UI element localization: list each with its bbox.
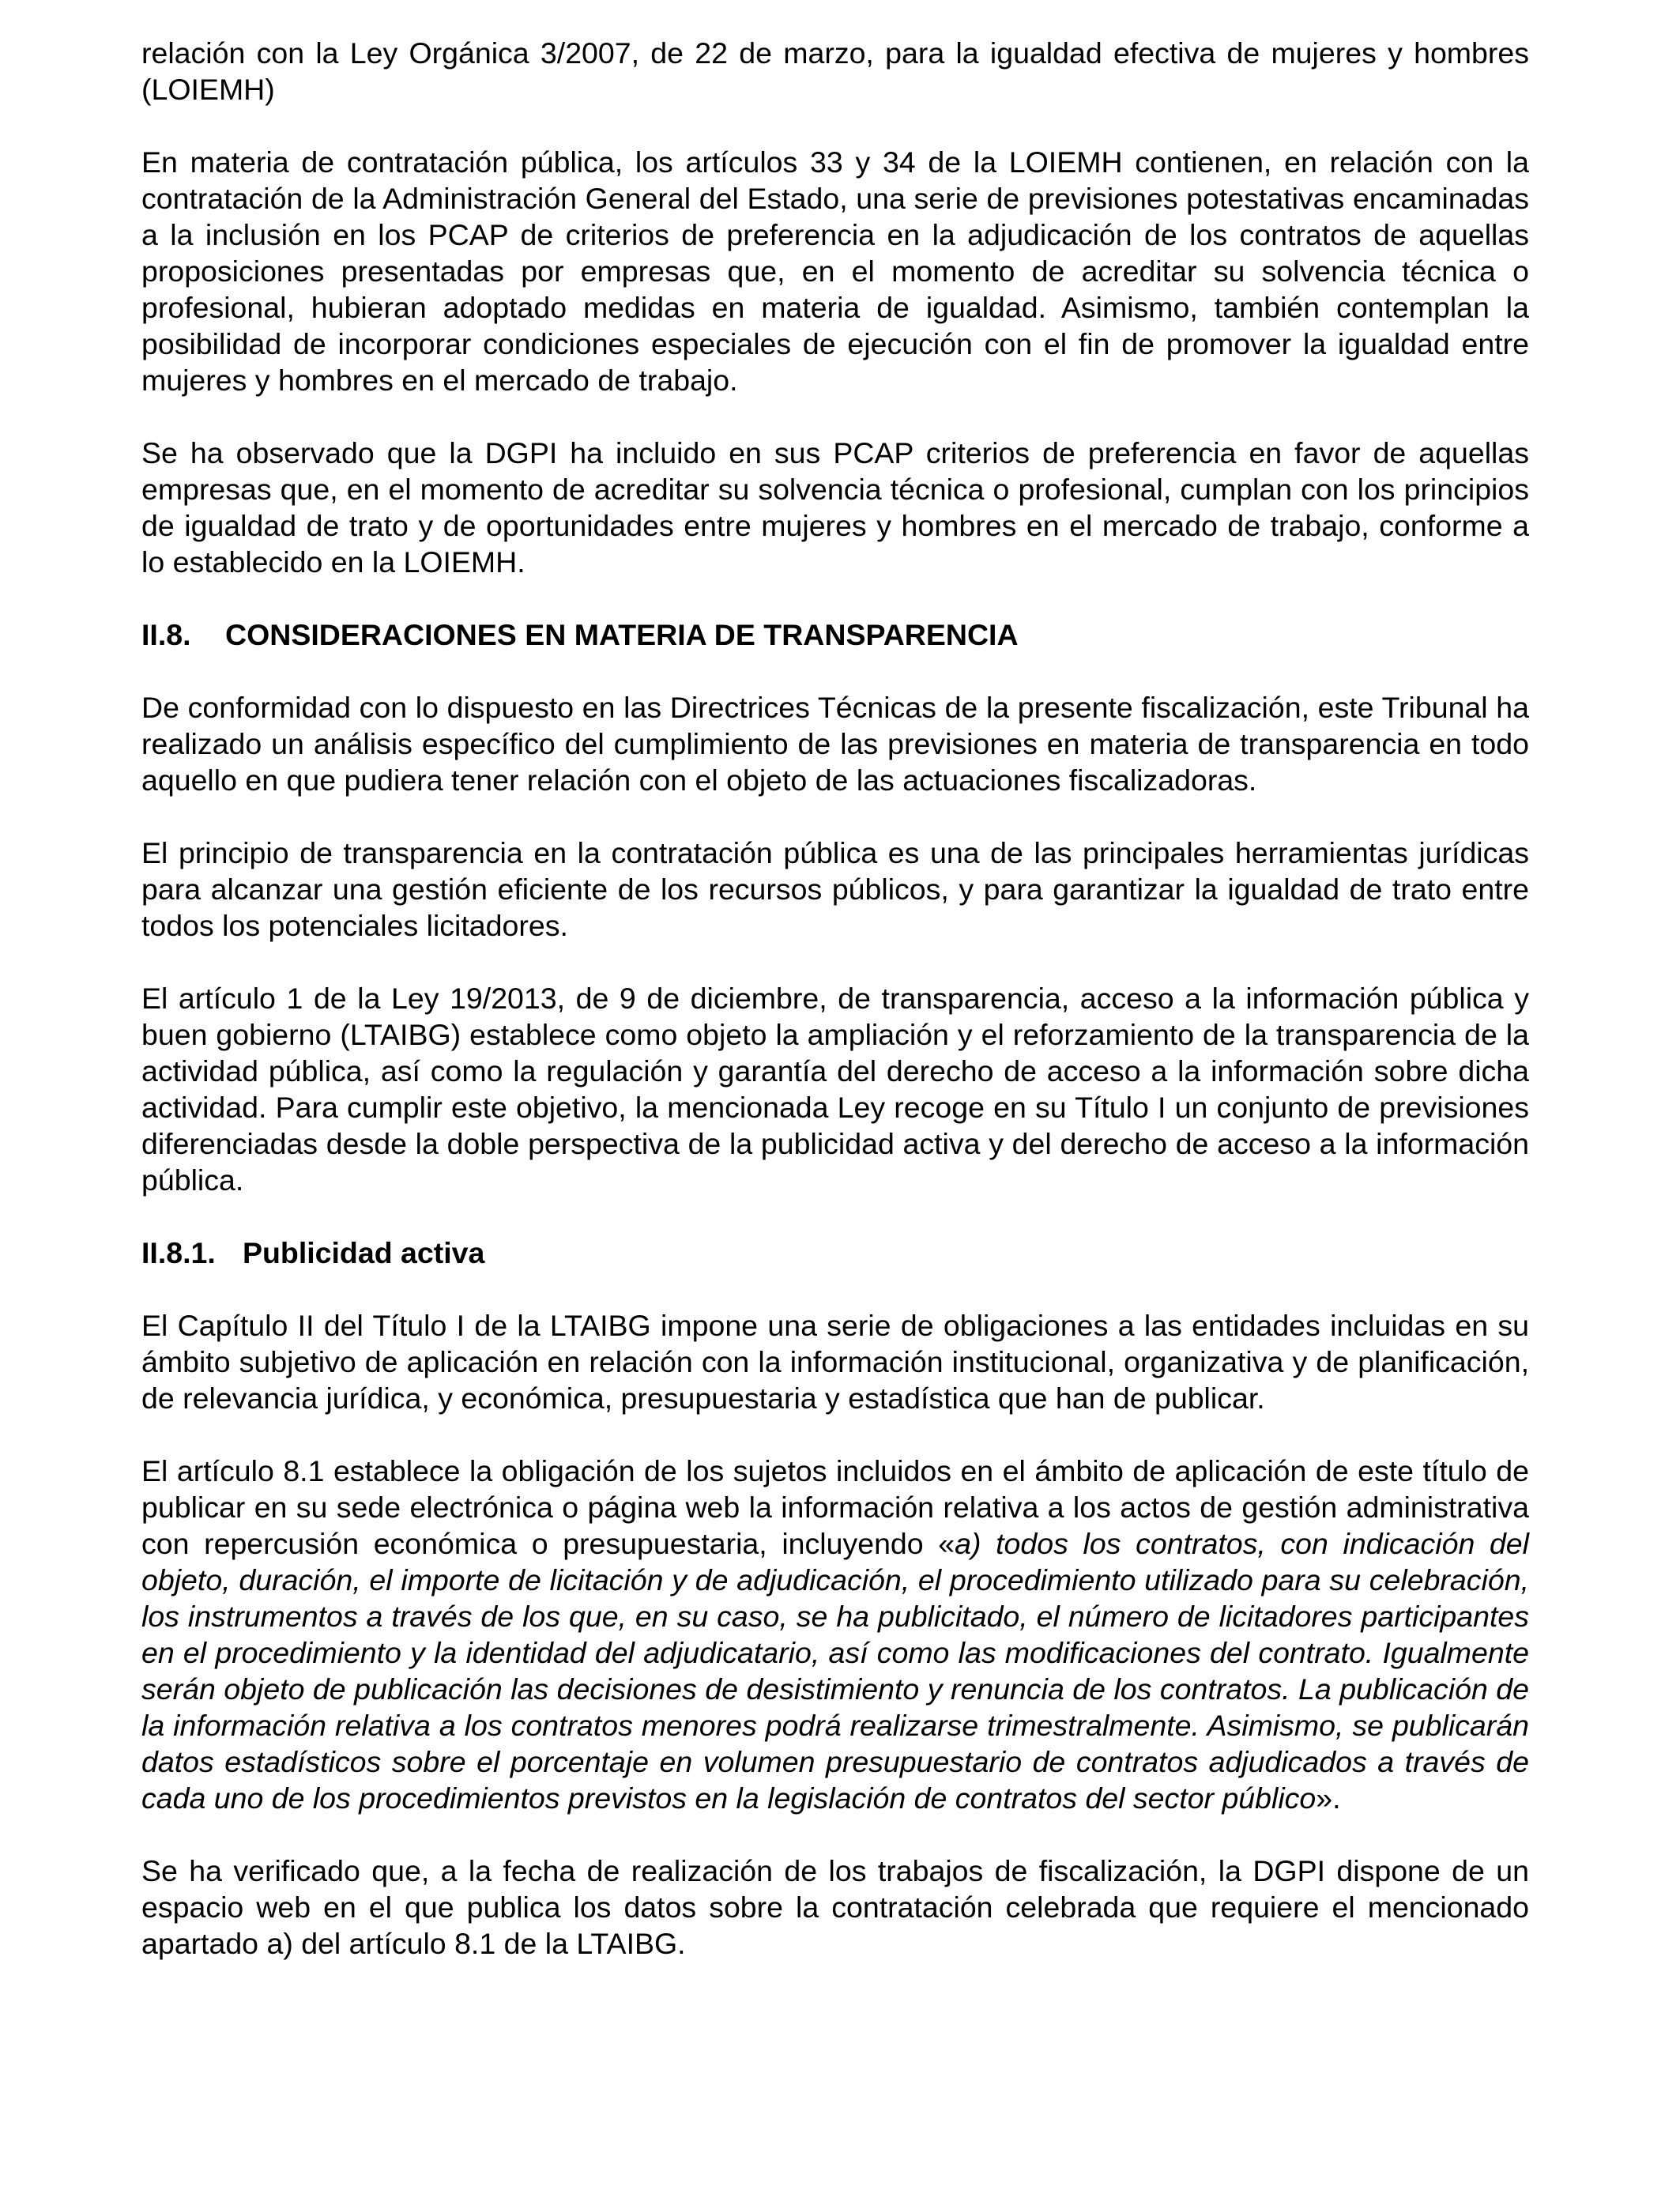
paragraph-verificado: Se ha verificado que, a la fecha de realización de los trabajos de fiscalización, la DGPI dispone de un espacio web en el que publica los datos sobre la contratación celebrada que requiere el mencionado apartado a) del artículo 8.1 de la LTAIBG. <box>141 1854 1529 1960</box>
section-number: II.8.1. <box>141 1236 216 1269</box>
paragraph-capitulo-ii: El Capítulo II del Título I de la LTAIBG impone una serie de obligaciones a las entidades incluidas en su ámbito subjetivo de aplicación en relación con la información institucional, organizativa y de planificación, de relevancia jurídica, y económica, presupuestaria y estadística que han de publicar. <box>141 1309 1529 1415</box>
article-tail-text: ». <box>1316 1781 1341 1815</box>
section-title: Publicidad activa <box>243 1236 485 1269</box>
paragraph-intro-continued: relación con la Ley Orgánica 3/2007, de 22 de marzo, para la igualdad efectiva de mujeres y hombres (LOIEMH) <box>141 36 1529 106</box>
section-heading-ii8 <box>141 616 1529 653</box>
article-quote-text: a) todos los contratos, con indicación del objeto, duración, el importe de licitación y de adjudicación, el procedimiento utilizado para su celebración, los instrumentos a través de los que, en su caso, se ha publicitado, el número de licitadores participantes en el procedimiento y la identidad del adjudicatario, así como las modificaciones del contrato. Igualmente serán objeto de publicación las decisiones de desistimiento y renuncia de los contratos. La publicación de la información relativa a los contratos menores podrá realizarse trimestralmente. Asimismo, se publicarán datos estadísticos sobre el porcentaje en volumen presupuestario de contratos adjudicados a través de cada uno de los procedimientos previstos en la legislación de contratos del sector público <box>141 1527 1529 1815</box>
paragraph-principio-transparencia: El principio de transparencia en la contratación pública es una de las principales herramientas jurídicas para alcanzar una gestión eficiente de los recursos públicos, y para garantizar la igualdad de trato entre todos los potenciales licitadores. <box>141 836 1529 942</box>
section-heading-ii81 <box>141 1235 1529 1271</box>
article-lead-text: El artículo 8.1 establece la obligación de los sujetos incluidos en el ámbito de aplicación de este título de publicar en su sede electrónica o página web la información relativa a los actos de gestión administrativa con repercusión económica o presupuestaria, incluyendo « <box>141 1454 1529 1560</box>
paragraph-directrices: De conformidad con lo dispuesto en las Directrices Técnicas de la presente fiscalización, este Tribunal ha realizado un análisis específico del cumplimiento de las previsiones en materia de transparencia en todo aquello en que pudiera tener relación con el objeto de las actuaciones fiscalizadoras. <box>141 691 1529 797</box>
paragraph-articulo-1: El artículo 1 de la Ley 19/2013, de 9 de diciembre, de transparencia, acceso a la información pública y buen gobierno (LTAIBG) establece como objeto la ampliación y el reforzamiento de la transparencia de la actividad pública, así como la regulación y garantía del derecho de acceso a la información sobre dicha actividad. Para cumplir este objetivo, la mencionada Ley recoge en su Título I un conjunto de previsiones diferenciadas desde la doble perspectiva de la publicidad activa y del derecho de acceso a la información pública. <box>141 982 1529 1197</box>
paragraph-contratacion-publica: En materia de contratación pública, los artículos 33 y 34 de la LOIEMH contienen, en relación con la contratación de la Administración General del Estado, una serie de previsiones potestativas encaminadas a la inclusión en los PCAP de criterios de preferencia en la adjudicación de los contratos de aquellas proposiciones presentadas por empresas que, en el momento de acreditar su solvencia técnica o profesional, hubieran adoptado medidas en materia de igualdad. Asimismo, también contemplan la posibilidad de incorporar condiciones especiales de ejecución con el fin de promover la igualdad entre mujeres y hombres en el mercado de trabajo. <box>141 145 1529 397</box>
section-title: CONSIDERACIONES EN MATERIA DE TRANSPARENCIA <box>225 618 1019 651</box>
paragraph-observado: Se ha observado que la DGPI ha incluido en sus PCAP criterios de preferencia en favor de aquellas empresas que, en el momento de acreditar su solvencia técnica o profesional, cumplan con los principios de igualdad de trato y de oportunidades entre mujeres y hombres en el mercado de trabajo, conforme a lo establecido en la LOIEMH. <box>141 436 1529 579</box>
section-number: II.8. <box>141 618 191 651</box>
document-page <box>141 35 1529 1962</box>
paragraph-articulo-8-1 <box>141 1453 1529 1816</box>
